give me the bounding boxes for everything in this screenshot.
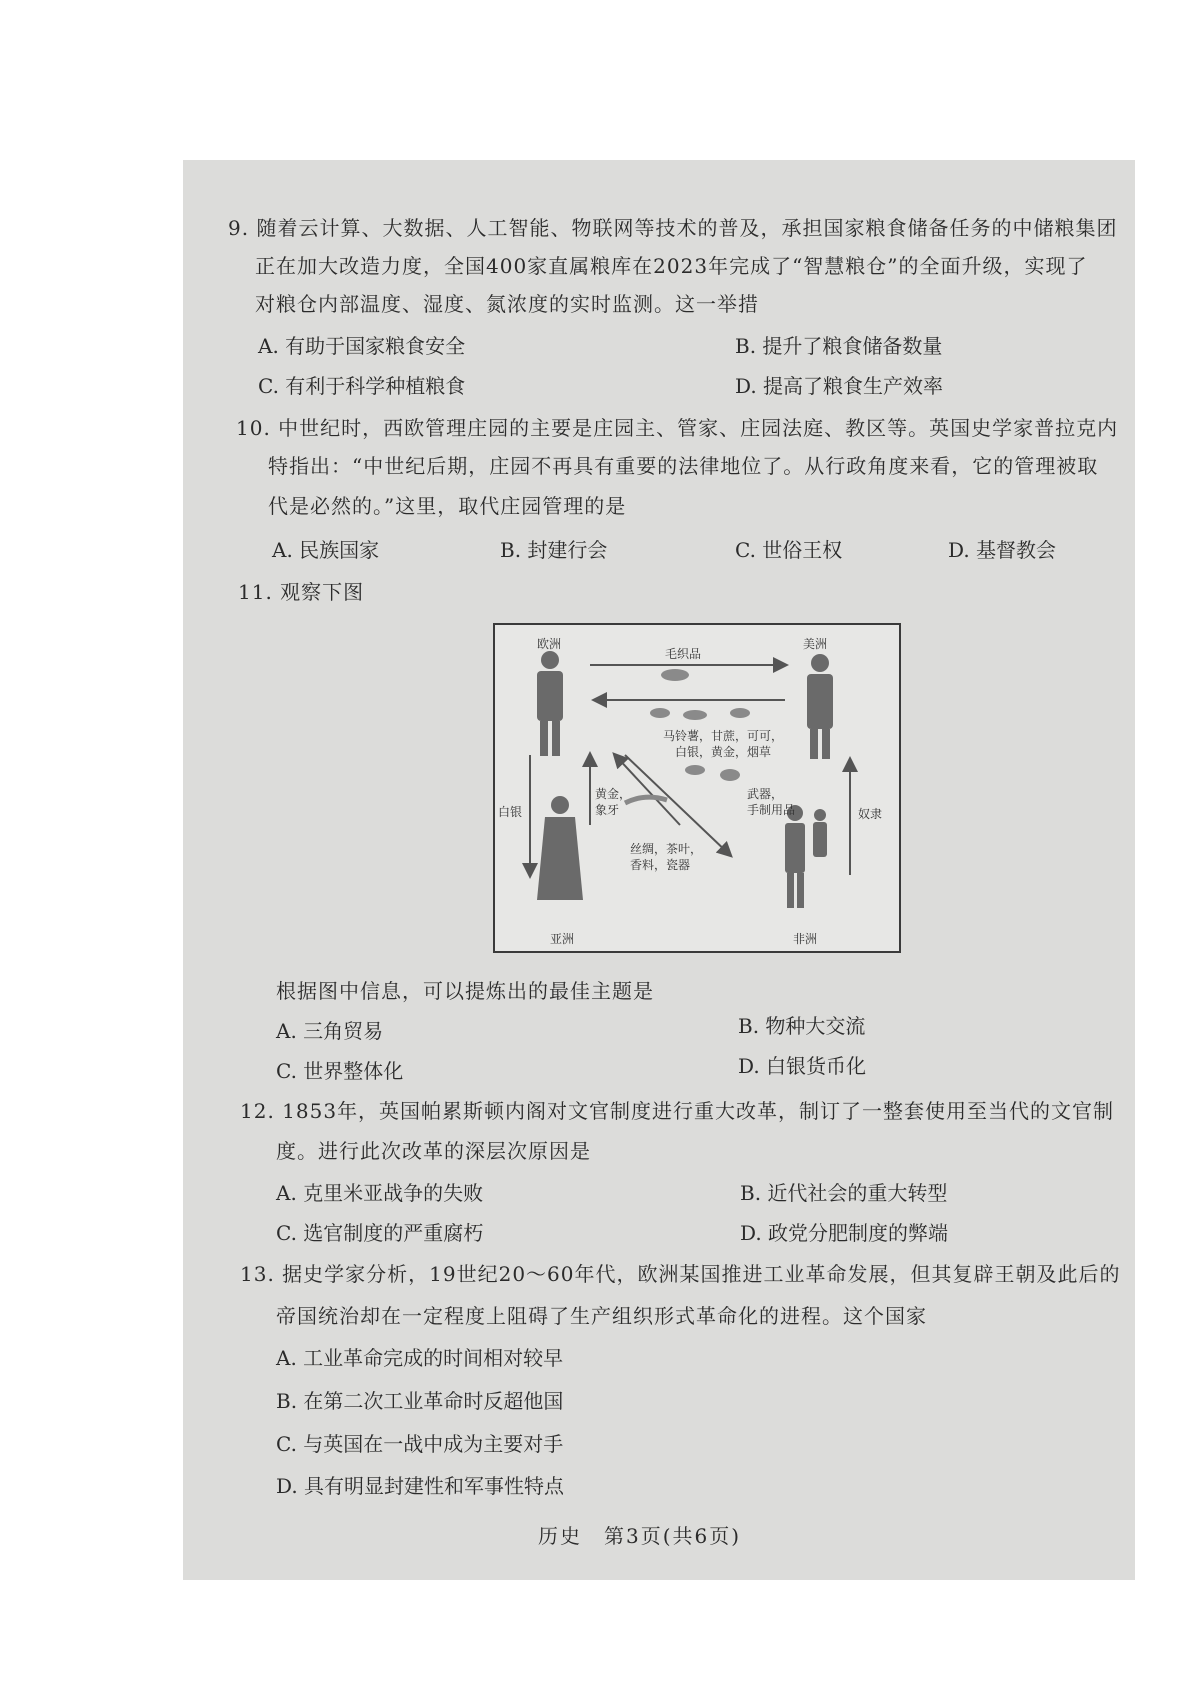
europe-figure: [537, 651, 563, 756]
label-weapons-1: 武器，: [747, 787, 784, 801]
trade-arrows-and-figures: [495, 625, 899, 951]
label-europe: 欧洲: [537, 637, 562, 651]
label-weapons-2: 手制用品: [747, 803, 796, 817]
q13-option-a: A. 工业革命完成的时间相对较早: [276, 1346, 564, 1370]
label-asia-goods-1: 丝绸，茶叶，: [630, 842, 703, 856]
q12-option-d: D. 政党分肥制度的弊端: [740, 1221, 949, 1245]
label-silver: 白银: [498, 805, 523, 819]
label-gold-ivory-2: 象牙: [595, 803, 620, 817]
q13-option-d: D. 具有明显封建性和军事性特点: [276, 1474, 565, 1498]
q10-option-b: B. 封建行会: [500, 538, 608, 562]
q12-option-c: C. 选官制度的严重腐朽: [276, 1221, 484, 1245]
q9-option-a: A. 有助于国家粮食安全: [258, 334, 466, 358]
q10-option-d: D. 基督教会: [948, 538, 1057, 562]
label-africa: 非洲: [793, 932, 818, 946]
q13-option-c: C. 与英国在一战中成为主要对手: [276, 1432, 564, 1456]
q10-stem-line-3: 代是必然的。”这里，取代庄园管理的是: [268, 494, 627, 518]
label-america: 美洲: [803, 637, 828, 651]
q13-stem-line-1: 13. 据史学家分析，19世纪20～60年代，欧洲某国推进工业革命发展，但其复辟王朝及此后的: [240, 1262, 1121, 1286]
q11-option-b: B. 物种大交流: [738, 1014, 866, 1038]
africa-figure: [785, 805, 827, 908]
q11-option-c: C. 世界整体化: [276, 1059, 404, 1083]
label-gold-ivory-1: 黄金，: [595, 787, 632, 801]
q9-stem-line-3: 对粮仓内部温度、湿度、氮浓度的实时监测。这一举措: [255, 292, 759, 316]
q9-option-c: C. 有利于科学种植粮食: [258, 374, 466, 398]
label-americas-goods-2: 白银，黄金，烟草: [675, 745, 772, 759]
q13-option-b: B. 在第二次工业革命时反超他国: [276, 1389, 564, 1413]
q11-option-d: D. 白银货币化: [738, 1054, 867, 1078]
label-asia: 亚洲: [550, 932, 575, 946]
triangle-trade-figure: [493, 623, 901, 953]
q13-stem-line-2: 帝国统治却在一定程度上阻碍了生产组织形式革命化的进程。这个国家: [276, 1304, 927, 1328]
q11-option-a: A. 三角贸易: [276, 1019, 384, 1043]
q10-stem-line-1: 10. 中世纪时，西欧管理庄园的主要是庄园主、管家、庄园法庭、教区等。英国史学家普拉克内: [236, 416, 1119, 440]
label-americas-goods-1: 马铃薯，甘蔗，可可，: [663, 729, 784, 743]
america-figure: [807, 654, 833, 759]
q9-option-d: D. 提高了粮食生产效率: [735, 374, 944, 398]
q12-stem-line-2: 度。进行此次改革的深层次原因是: [276, 1139, 591, 1163]
q10-option-a: A. 民族国家: [272, 538, 380, 562]
q9-stem-line-2: 正在加大改造力度，全国400家直属粮库在2023年完成了“智慧粮仓”的全面升级，实现了: [255, 254, 1088, 278]
q9-option-b: B. 提升了粮食储备数量: [735, 334, 943, 358]
page-footer: 历史 第3页(共6页): [538, 1524, 742, 1548]
q12-stem-line-1: 12. 1853年，英国帕累斯顿内阁对文官制度进行重大改革，制订了一整套使用至当代的文官制: [240, 1099, 1115, 1123]
q10-stem-line-2: 特指出：“中世纪后期，庄园不再具有重要的法律地位了。从行政角度来看，它的管理被取: [268, 454, 1099, 478]
q12-option-a: A. 克里米亚战争的失败: [276, 1181, 484, 1205]
q11-stem: 11. 观察下图: [238, 580, 365, 604]
q12-option-b: B. 近代社会的重大转型: [740, 1181, 948, 1205]
q11-question: 根据图中信息，可以提炼出的最佳主题是: [276, 979, 654, 1003]
asia-figure: [537, 796, 583, 900]
q10-option-c: C. 世俗王权: [735, 538, 843, 562]
label-asia-goods-2: 香料，瓷器: [630, 858, 691, 872]
q9-stem-line-1: 9. 随着云计算、大数据、人工智能、物联网等技术的普及，承担国家粮食储备任务的中储粮集团: [228, 216, 1118, 240]
label-slaves: 奴隶: [858, 807, 883, 821]
label-woolen: 毛织品: [665, 647, 702, 661]
